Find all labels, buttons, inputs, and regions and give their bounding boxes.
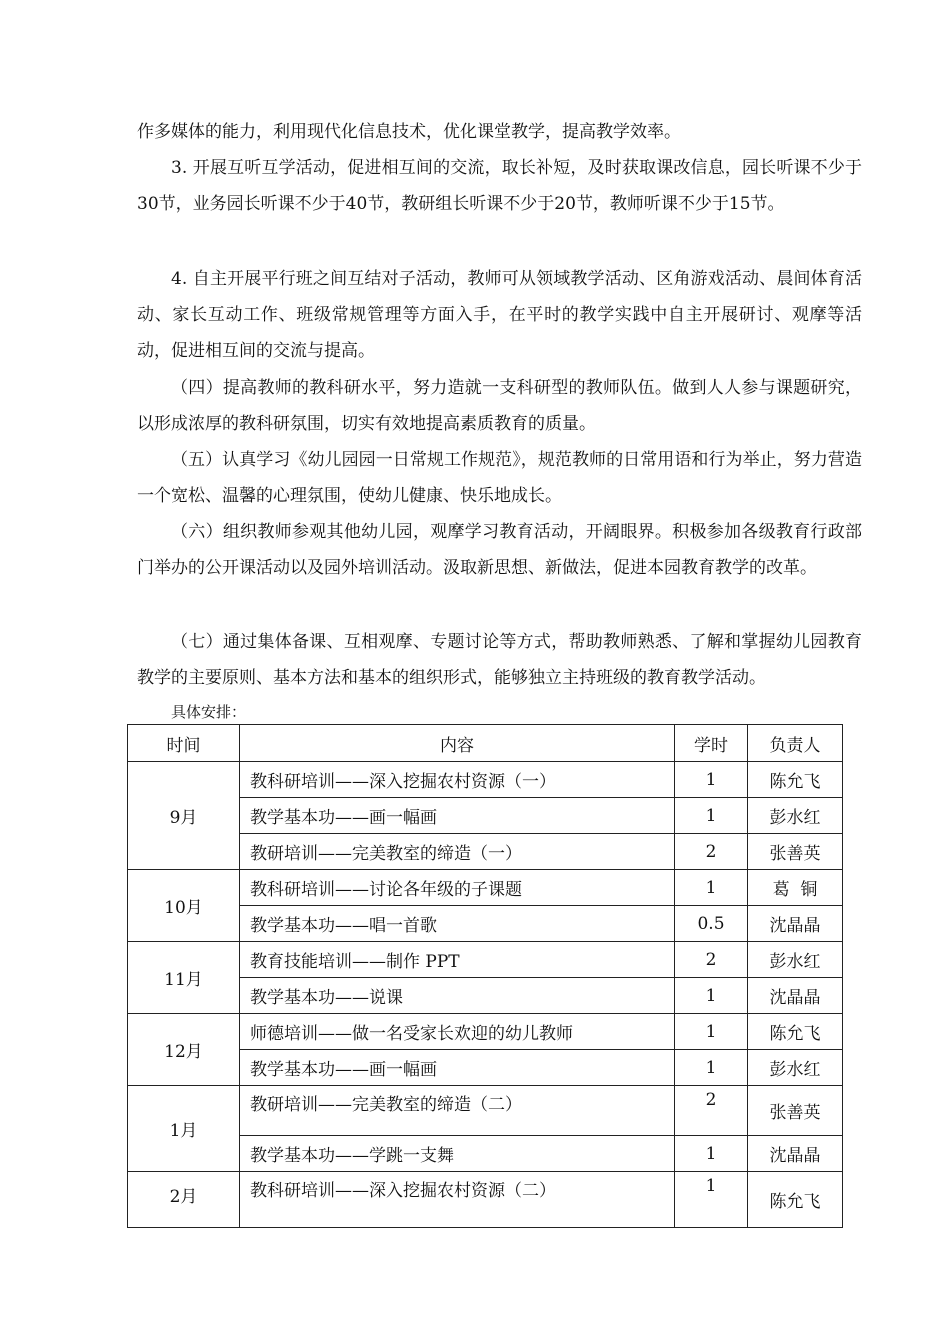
- header-time: 时间: [128, 725, 240, 762]
- arrangement-label: 具体安排：: [171, 703, 247, 721]
- content-cell: 教研培训——完美教室的缔造（一）: [240, 834, 675, 870]
- header-owner: 负责人: [748, 725, 843, 762]
- table-header-row: [128, 725, 843, 762]
- month-cell: 1月: [128, 1086, 240, 1172]
- content-cell: 教科研培训——讨论各年级的子课题: [240, 870, 675, 906]
- paragraph-2: 3. 开展互听互学活动，促进相互间的交流，取长补短，及时获取课改信息，园长听课不少于30节，业务园长听课不少于40节，教研组长听课不少于20节，教师听课不少于15节。: [137, 158, 862, 214]
- owner-cell: 陈允飞: [748, 1172, 843, 1228]
- owner-cell: 彭水红: [748, 798, 843, 834]
- header-content: 内容: [240, 725, 675, 762]
- table-row: [128, 1172, 843, 1228]
- hours-cell: 1: [675, 762, 748, 798]
- content-cell: 教学基本功——唱一首歌: [240, 906, 675, 942]
- table-row: [128, 942, 843, 978]
- content-cell: 教学基本功——画一幅画: [240, 798, 675, 834]
- paragraph-7: （七）通过集体备课、互相观摩、专题讨论等方式，帮助教师熟悉、了解和掌握幼儿园教育教学的主要原则、基本方法和基本的组织形式，能够独立主持班级的教育教学活动。: [137, 632, 862, 688]
- paragraph-3: 4. 自主开展平行班之间互结对子活动，教师可从领域教学活动、区角游戏活动、晨间体育活动、家长互动工作、班级常规管理等方面入手，在平时的教学实践中自主开展研讨、观摩等活动，促进相互间的交流与提高。: [137, 269, 862, 361]
- owner-cell: 葛 铜: [748, 870, 843, 906]
- hours-cell: 1: [675, 1172, 748, 1228]
- month-cell: 2月: [128, 1172, 240, 1228]
- content-cell: 师德培训——做一名受家长欢迎的幼儿教师: [240, 1014, 675, 1050]
- content-cell: 教学基本功——学跳一支舞: [240, 1136, 675, 1172]
- table-row: [128, 870, 843, 906]
- month-cell: 12月: [128, 1014, 240, 1086]
- paragraph-1: 作多媒体的能力，利用现代化信息技术，优化课堂教学，提高教学效率。: [137, 122, 681, 142]
- table-row: [128, 1014, 843, 1050]
- hours-cell: 2: [675, 834, 748, 870]
- hours-cell: 1: [675, 1136, 748, 1172]
- owner-cell: 沈晶晶: [748, 978, 843, 1014]
- owner-cell: 沈晶晶: [748, 1136, 843, 1172]
- paragraph-5: （五）认真学习《幼儿园园一日常规工作规范》，规范教师的日常用语和行为举止，努力营造一个宽松、温馨的心理氛围，使幼儿健康、快乐地成长。: [137, 450, 862, 506]
- table-row: [128, 762, 843, 798]
- schedule-table: [127, 724, 843, 1228]
- paragraph-4: （四）提高教师的教科研水平，努力造就一支科研型的教师队伍。做到人人参与课题研究，以形成浓厚的教科研氛围，切实有效地提高素质教育的质量。: [137, 378, 862, 434]
- hours-cell: 0.5: [675, 906, 748, 942]
- header-hours: 学时: [675, 725, 748, 762]
- month-cell: 10月: [128, 870, 240, 942]
- owner-cell: 彭水红: [748, 942, 843, 978]
- hours-cell: 1: [675, 978, 748, 1014]
- table-row: [128, 1086, 843, 1136]
- owner-cell: 沈晶晶: [748, 906, 843, 942]
- paragraph-6: （六）组织教师参观其他幼儿园，观摩学习教育活动，开阔眼界。积极参加各级教育行政部门举办的公开课活动以及园外培训活动。汲取新思想、新做法，促进本园教育教学的改革。: [137, 522, 862, 578]
- owner-cell: 张善英: [748, 834, 843, 870]
- owner-cell: 陈允飞: [748, 762, 843, 798]
- owner-cell: 彭水红: [748, 1050, 843, 1086]
- content-cell: 教科研培训——深入挖掘农村资源（二）: [240, 1172, 675, 1228]
- owner-cell: 陈允飞: [748, 1014, 843, 1050]
- hours-cell: 2: [675, 1086, 748, 1136]
- content-cell: 教学基本功——说课: [240, 978, 675, 1014]
- content-cell: 教育技能培训——制作 PPT: [240, 942, 675, 978]
- month-cell: 9月: [128, 762, 240, 870]
- content-cell: 教研培训——完美教室的缔造（二）: [240, 1086, 675, 1136]
- owner-cell: 张善英: [748, 1086, 843, 1136]
- hours-cell: 1: [675, 798, 748, 834]
- hours-cell: 1: [675, 870, 748, 906]
- month-cell: 11月: [128, 942, 240, 1014]
- hours-cell: 1: [675, 1050, 748, 1086]
- hours-cell: 1: [675, 1014, 748, 1050]
- content-cell: 教科研培训——深入挖掘农村资源（一）: [240, 762, 675, 798]
- content-cell: 教学基本功——画一幅画: [240, 1050, 675, 1086]
- hours-cell: 2: [675, 942, 748, 978]
